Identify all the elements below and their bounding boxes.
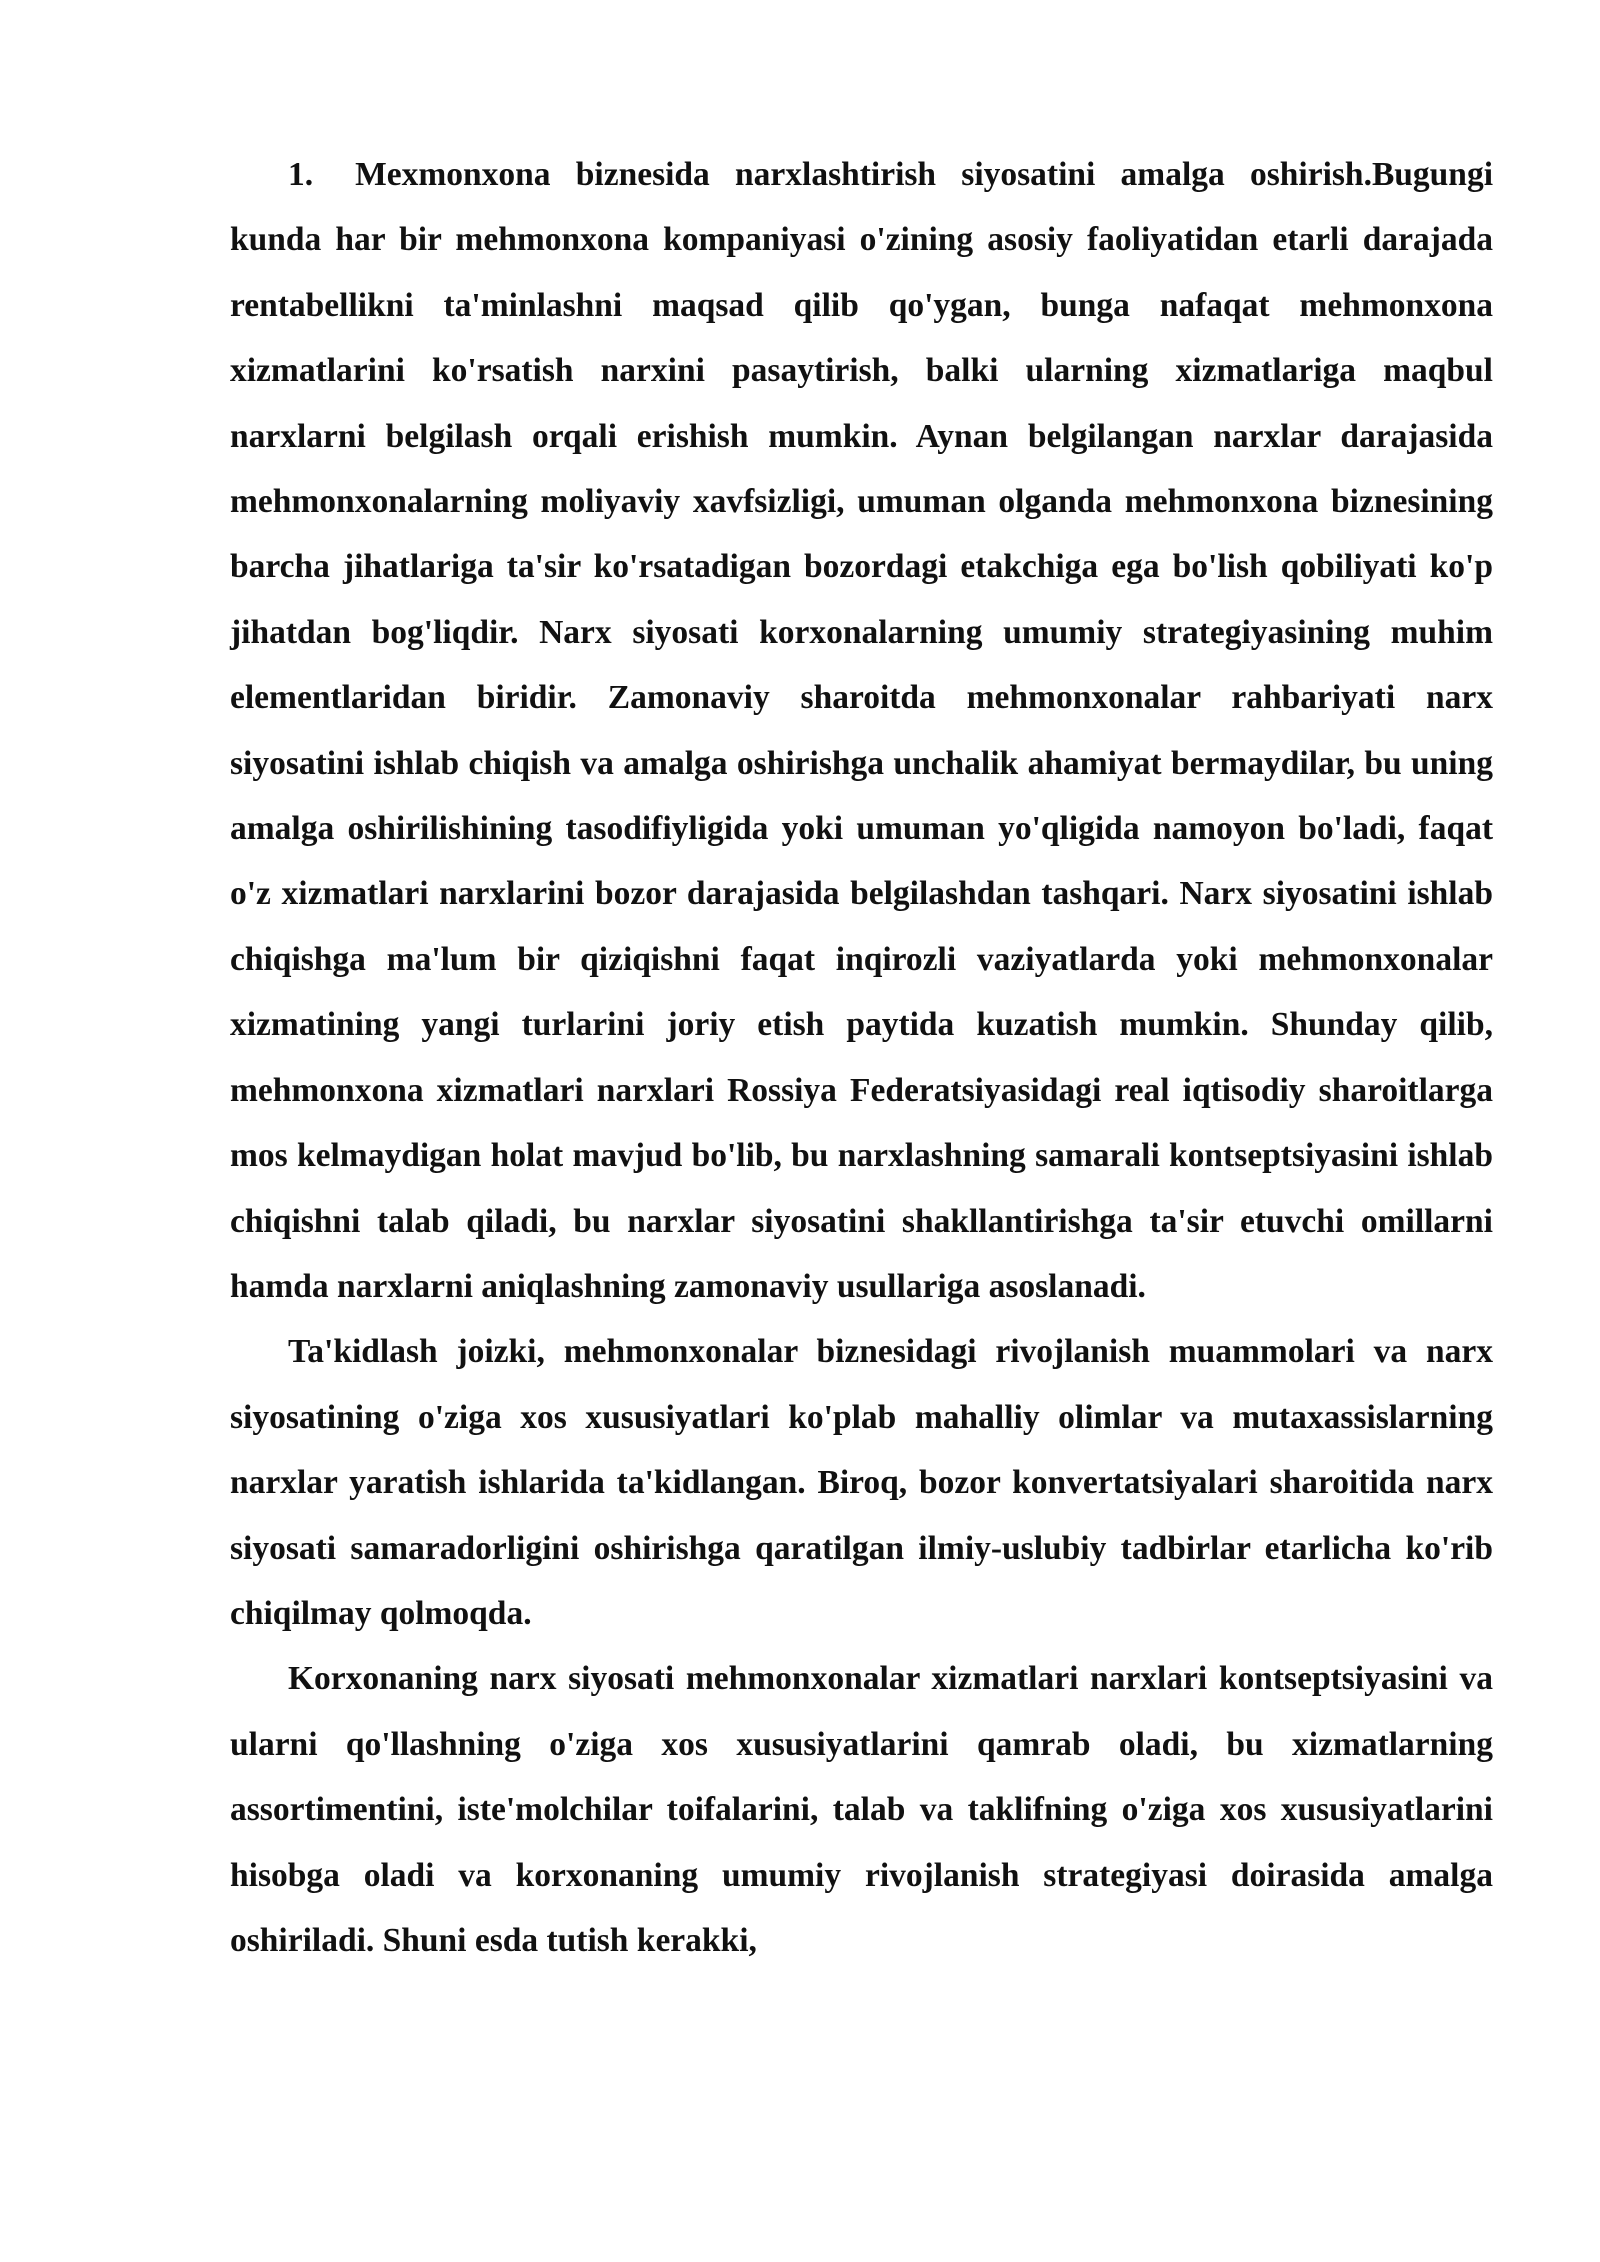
paragraph-3: Korxonaning narx siyosati mehmonxonalar xizmatlari narxlari kontseptsiyasini va ularni qo'llashning o'ziga xos xususiyatlarini qamrab oladi, bu xizmatlarning assortimentini, iste'molchilar toifalarini, talab va taklifning o'ziga xos xususiyatlarini hisobga oladi va korxonaning umumiy rivojlanish strategiyasi doirasida amalga oshiriladi. Shuni esda tutish kerakki, (230, 1660, 1493, 1959)
paragraph-intro (230, 142, 1493, 1319)
document-body (230, 142, 1493, 1973)
section-number: 1. (288, 156, 314, 193)
paragraph-1-text: Bugungi kunda har bir mehmonxona kompaniyasi o'zining asosiy faoliyatidan etarli darajada rentabellikni ta'minlashni maqsad qilib qo'ygan, bunga nafaqat mehmonxona xizmatlarini ko'rsatish narxini pasaytirish, balki ularning xizmatlariga maqbul narxlarni belgilash orqali erishish mumkin. Aynan belgilangan narxlar darajasida mehmonxonalarning moliyaviy xavfsizligi, umuman olganda mehmonxona biznesining barcha jihatlariga ta'sir ko'rsatadigan bozordagi etakchiga ega bo'lish qobiliyati ko'p jihatdan bog'liqdir. Narx siyosati korxonalarning umumiy strategiyasining muhim elementlaridan biridir. Zamonaviy sharoitda mehmonxonalar rahbariyati narx siyosatini ishlab chiqish va amalga oshirishga unchalik ahamiyat bermaydilar, bu uning amalga oshirilishining tasodifiyligida yoki umuman yo'qligida namoyon bo'ladi, faqat o'z xizmatlari narxlarini bozor darajasida belgilashdan tashqari. Narx siyosatini ishlab chiqishga ma'lum bir qiziqishni faqat inqirozli vaziyatlarda yoki mehmonxonalar xizmatining yangi turlarini joriy etish paytida kuzatish mumkin. Shunday qilib, mehmonxona xizmatlari narxlari Rossiya Federatsiyasidagi real iqtisodiy sharoitlarga mos kelmaydigan holat mavjud bo'lib, bu narxlashning samarali kontseptsiyasini ishlab chiqishni talab qiladi, bu narxlar siyosatini shakllantirishga ta'sir etuvchi omillarni hamda narxlarni aniqlashning zamonaviy usullariga asoslanadi. (230, 156, 1493, 1305)
section-heading: Mexmonxona biznesida narxlashtirish siyosatini amalga oshirish. (355, 156, 1372, 193)
paragraph-2: Ta'kidlash joizki, mehmonxonalar biznesidagi rivojlanish muammolari va narx siyosatining o'ziga xos xususiyatlari ko'plab mahalliy olimlar va mutaxassislarning narxlar yaratish ishlarida ta'kidlangan. Biroq, bozor konvertatsiyalari sharoitida narx siyosati samaradorligini oshirishga qaratilgan ilmiy-uslubiy tadbirlar etarlicha ko'rib chiqilmay qolmoqda. (230, 1333, 1493, 1632)
